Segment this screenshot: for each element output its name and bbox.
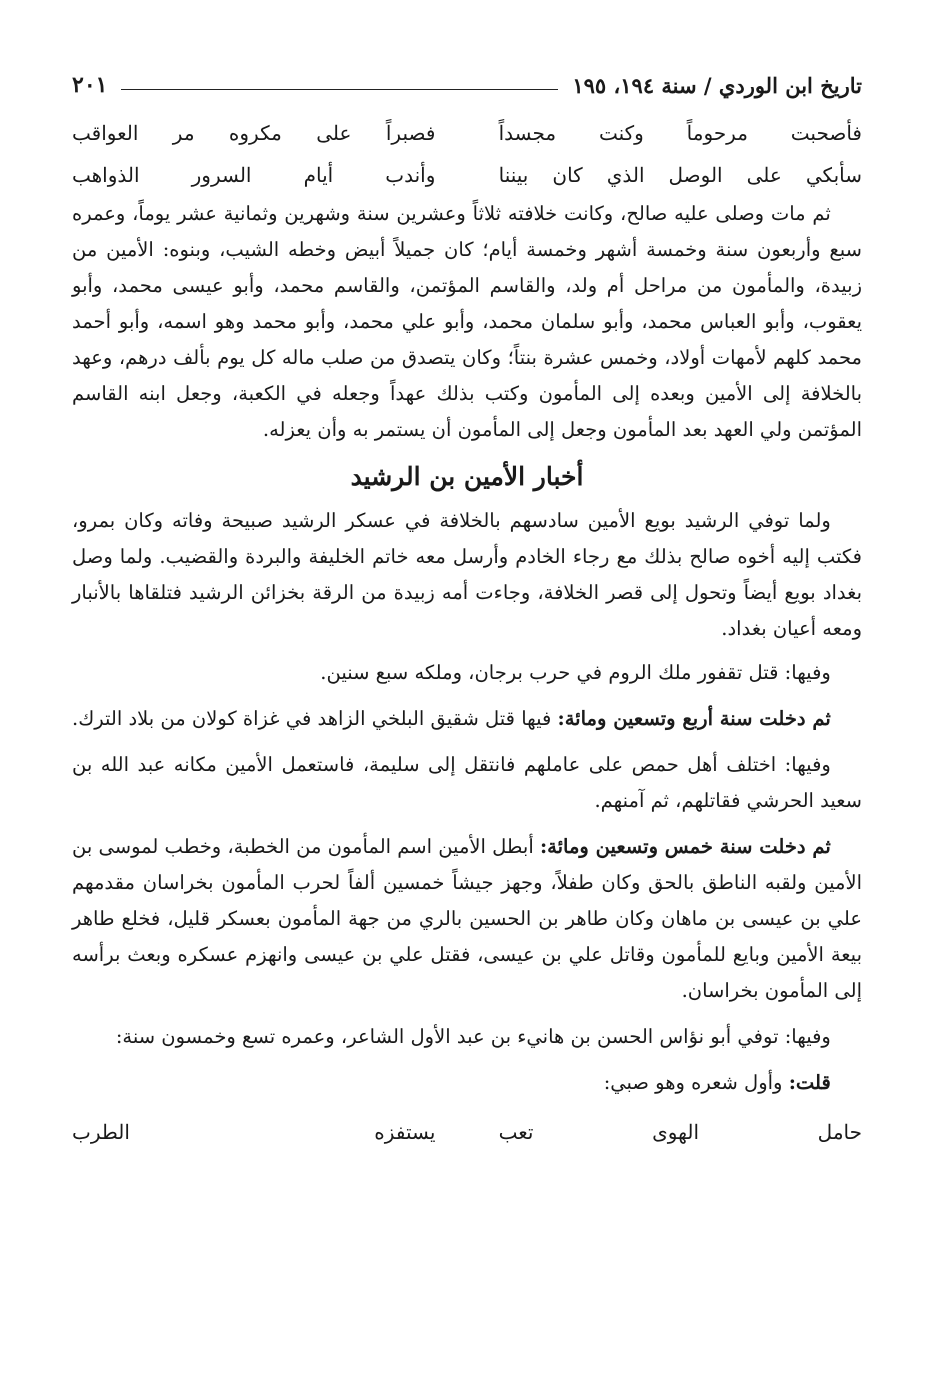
verse-second-hemistich: فصبراً على مكروه مر العواقب (72, 121, 436, 145)
year-195-heading: ثم دخلت سنة خمس وتسعين ومائة: (539, 835, 831, 858)
year-195-text: أبطل الأمين اسم المأمون من الخطبة، وخطب لموسى بن الأمين ولقبه الناطق بالحق وكان طفلاً، وجهز جيشاً خمسين ألفاً لحرب المأمون بخراسان مقدمهم علي بن عيسى بن ماهان وكان طاهر بن الحسين بالري من جهة المأمون بعسكر قليل، فخلع طاهر بيعة الأمين وبايع للمأمون وقاتل علي بن عيسى، فقتل علي بن عيسى وانهزم عسكره وبعث برأسه إلى المأمون بخراسان. (72, 835, 862, 1002)
paragraph-abu-nuwas: وفيها: توفي أبو نؤاس الحسن بن هانيء بن عبد الأول الشاعر، وعمره تسع وخمسون سنة: (115, 1025, 831, 1048)
qultu-label: قلت: (788, 1071, 831, 1094)
running-title: تاريخ ابن الوردي / سنة ١٩٤، ١٩٥ (572, 73, 862, 98)
year-194-heading: ثم دخلت سنة أربع وتسعين ومائة: (557, 707, 831, 730)
paragraph-nicephorus: وفيها: قتل تقفور ملك الروم في حرب برجان، وملكه سبع سنين. (320, 661, 831, 684)
paragraph-death-of-rashid: ثم مات وصلى عليه صالح، وكانت خلافته ثلاثاً وعشرين سنة وشهرين وثمانية عشر يوماً، وعمره سبع وأربعون سنة وخمسة أشهر وخمسة أيام؛ كان جميلاً أبيض وخطه الشيب، وبنوه: الأمين من زبيدة، والمأمون من مراحل أم ولد، والقاسم المؤتمن، والقاسم محمد، وأبو عيسى محمد، وأبو يعقوب، وأبو العباس محمد، وأبو سلمان محمد، وأبو علي محمد، وأبو محمد وهو اسمه، وأبو أحمد محمد كلهم لأمهات أولاد، وخمس عشرة بنتاً؛ وكان يتصدق من صلب ماله كل يوم بألف درهم، وعهد بالخلافة إلى الأمين وبعده إلى المأمون وكتب بذلك عهداً وجعله في الكعبة، وجعل ابنه القاسم المؤتمن ولي العهد بعد المأمون وجعل إلى المأمون أن يستمر به وأن يعزله. (72, 202, 862, 441)
page-header (72, 58, 862, 98)
verse-first-hemistich: سأبكي على الوصل الذي كان بيننا (498, 163, 862, 187)
book-page (72, 58, 862, 1358)
paragraph-hims: وفيها: اختلف أهل حمص على عاملهم فانتقل إلى سليمة، فاستعمل الأمين مكانه عبد الله بن سعيد الحرشي فقاتلهم، ثم آمنهم. (72, 753, 862, 812)
qultu-text: وأول شعره وهو صبي: (603, 1071, 789, 1094)
verse-second-hemistich: يستفزه الطرب (72, 1120, 436, 1144)
header-rule (121, 89, 558, 90)
section-title: أخبار الأمين بن الرشيد (350, 462, 584, 491)
page-number: ٢٠١ (72, 72, 108, 98)
paragraph-amin-accession: ولما توفي الرشيد بويع الأمين سادسهم بالخلافة في عسكر الرشيد صبيحة وفاته وكان بمرو، فكتب إليه أخوه صالح بذلك مع رجاء الخادم وأرسل معه خاتم الخليفة والبردة والقضيب. ولما وصل بغداد بويع أيضاً وتحول إلى قصر الخلافة، وجاءت أمه زبيدة من الرقة بخزائن الرشيد فتلقاها بالأنبار ومعه أعيان بغداد. (72, 509, 862, 640)
verse-first-hemistich: فأصحبت مرحوماً وكنت مجسداً (498, 121, 862, 145)
verse-line (72, 112, 862, 154)
verse-line (72, 1111, 862, 1153)
paragraph-qultu (72, 1065, 862, 1101)
verse-line (72, 154, 862, 196)
paragraph-year-195 (72, 829, 862, 1009)
verse-first-hemistich: حامل الهوى تعب (498, 1120, 862, 1144)
paragraph-year-194 (72, 701, 862, 737)
verse-second-hemistich: وأندب أيام السرور الذواهب (72, 163, 436, 187)
year-194-text: فيها قتل شقيق البلخي الزاهد في غزاة كولان من بلاد الترك. (72, 707, 558, 730)
